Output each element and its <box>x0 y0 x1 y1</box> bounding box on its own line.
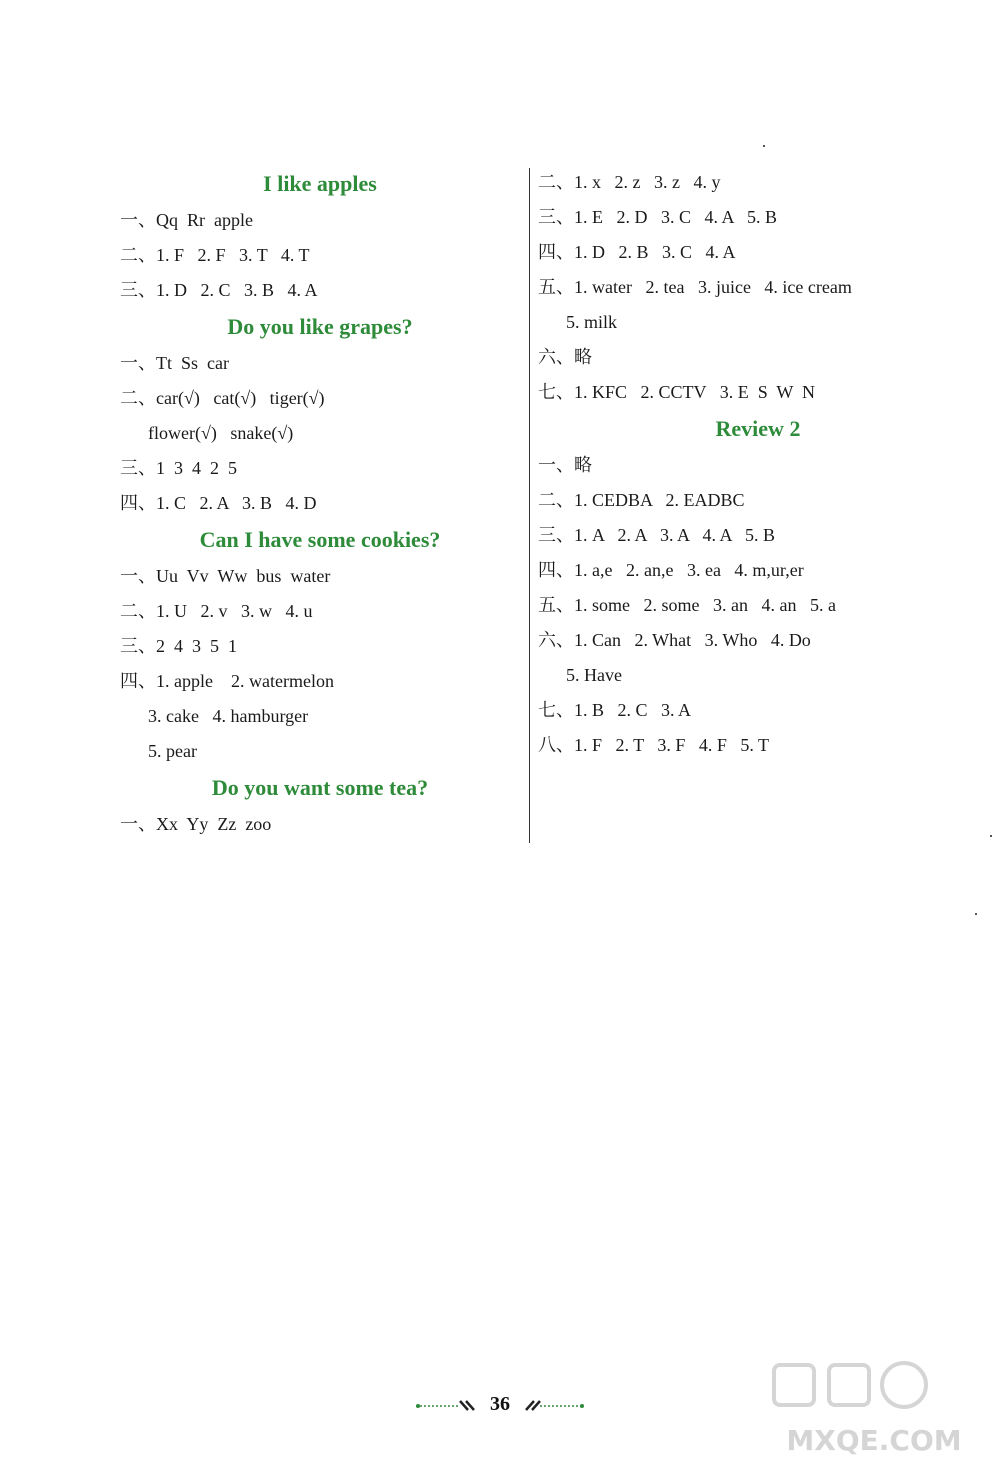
answer-line: 3. cake 4. hamburger <box>148 706 309 726</box>
watermark-logo-icon <box>754 1355 994 1465</box>
answer-line: 一、略 <box>538 455 592 475</box>
answer-line: 三、2 4 3 5 1 <box>120 636 237 656</box>
watermark <box>754 1355 994 1465</box>
answer-line: 一、Uu Vv Ww bus water <box>120 566 331 586</box>
scan-speck <box>763 145 765 147</box>
answer-line: 四、1. apple 2. watermelon <box>120 671 334 691</box>
scan-speck <box>975 913 977 915</box>
answer-line: 二、car(√) cat(√) tiger(√) <box>120 388 325 408</box>
answer-line: 5. pear <box>148 741 197 761</box>
watermark-text: MXQE.COM <box>786 1424 962 1457</box>
left-answer-column <box>120 165 520 842</box>
answer-line: 三、1. E 2. D 3. C 4. A 5. B <box>538 207 778 227</box>
page-number: 36 <box>490 1393 510 1415</box>
section-heading: I like apples <box>263 171 377 196</box>
answer-line: 五、1. some 2. some 3. an 4. an 5. a <box>538 595 836 615</box>
answer-line: 四、1. C 2. A 3. B 4. D <box>120 493 317 513</box>
answer-line: 六、1. Can 2. What 3. Who 4. Do <box>538 630 811 650</box>
answer-line: 八、1. F 2. T 3. F 4. F 5. T <box>538 735 770 755</box>
answer-line: 五、1. water 2. tea 3. juice 4. ice cream <box>538 277 852 297</box>
answer-line: 一、Tt Ss car <box>120 353 229 373</box>
left-ornament-icon <box>416 1398 480 1412</box>
answer-line: 四、1. a,e 2. an,e 3. ea 4. m,ur,er <box>538 560 804 580</box>
section-heading: Review 2 <box>715 416 801 441</box>
right-ornament-icon <box>520 1398 584 1412</box>
section-heading: Can I have some cookies? <box>199 527 441 552</box>
answer-line: 二、1. CEDBA 2. EADBC <box>538 490 745 510</box>
answer-line: 二、1. F 2. F 3. T 4. T <box>120 245 310 265</box>
scan-speck <box>990 835 992 837</box>
answer-line: 二、1. U 2. v 3. w 4. u <box>120 601 313 621</box>
section-heading: Do you want some tea? <box>211 775 429 800</box>
answer-line: 四、1. D 2. B 3. C 4. A <box>538 242 736 262</box>
answer-line: 5. Have <box>566 665 622 685</box>
answer-line: 5. milk <box>566 312 618 332</box>
section-heading: Do you like grapes? <box>227 314 413 339</box>
right-answer-column <box>538 165 978 763</box>
answer-line: 三、1. D 2. C 3. B 4. A <box>120 280 318 300</box>
answer-line: flower(√) snake(√) <box>148 423 294 443</box>
answer-line: 七、1. KFC 2. CCTV 3. E S W N <box>538 382 816 402</box>
column-divider <box>529 168 530 843</box>
answer-line: 一、Qq Rr apple <box>120 210 253 230</box>
answer-line: 一、Xx Yy Zz zoo <box>120 814 272 834</box>
answer-line: 二、1. x 2. z 3. z 4. y <box>538 172 721 192</box>
answer-line: 三、1 3 4 2 5 <box>120 458 237 478</box>
answer-line: 六、略 <box>538 347 592 367</box>
answer-line: 三、1. A 2. A 3. A 4. A 5. B <box>538 525 776 545</box>
answer-line: 七、1. B 2. C 3. A <box>538 700 692 720</box>
